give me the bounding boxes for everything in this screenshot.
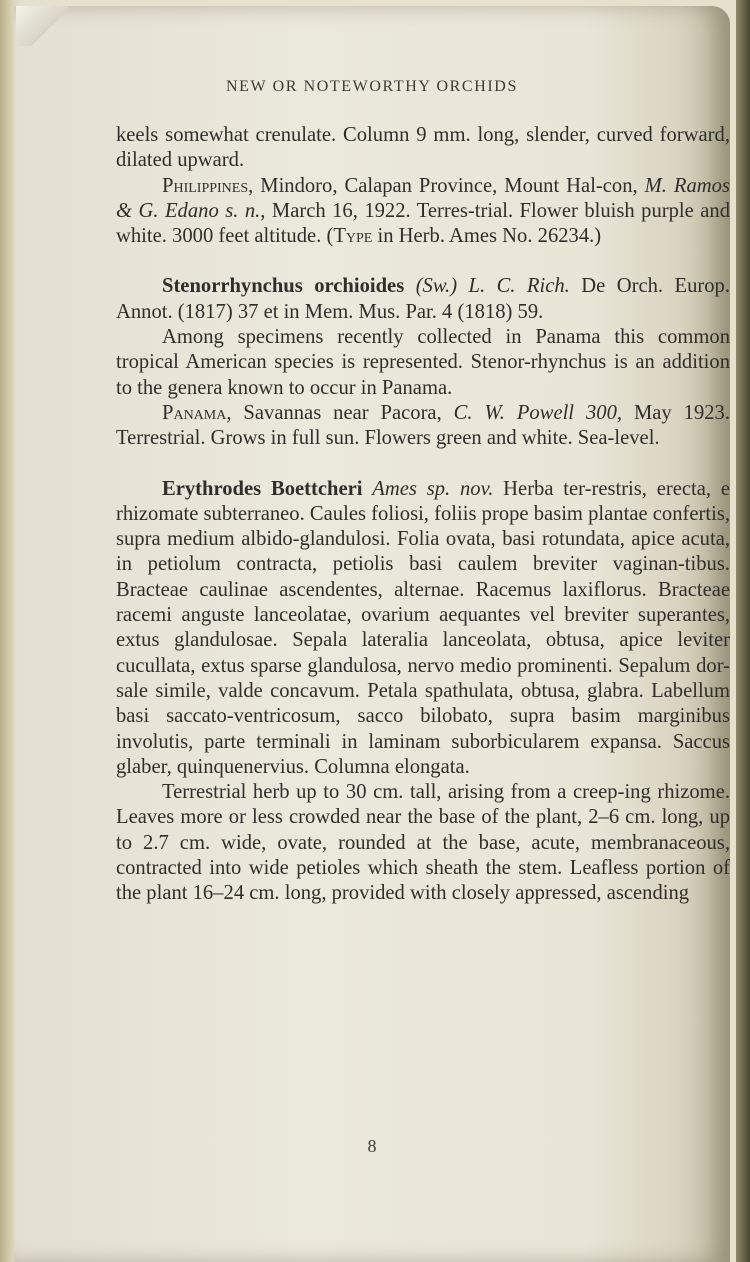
page-number: 8 xyxy=(367,1136,377,1156)
locality: Philippines xyxy=(162,174,249,197)
collector: C. W. Powell 300, xyxy=(453,401,623,424)
paragraph-panama-specimen: Panama, Savannas near Pacora, C. W. Powell 300, May 1923. Terrestrial. Grows in full sun. Flowers green and white. Sea-level. xyxy=(116,401,730,450)
species-name: Erythrodes Boettcheri xyxy=(162,477,363,500)
running-header: NEW OR NOTEWORTHY ORCHIDS xyxy=(226,78,518,95)
species-name: Stenorrhynchus orchioides xyxy=(162,275,405,298)
paragraph-erythrodes-english: Terrestrial herb up to 30 cm. tall, arising from a creep-ing rhizome. Leaves more or less crowded near the base of the plant, 2–6 cm. long, up to 2.7 cm. wide, ovate, rounded at the base, acute, membranaceous, contracted into wide petioles which sheath the stem. Leafless portion of the plant 16–24 cm. long, provided with closely appressed, ascending xyxy=(116,781,730,905)
collector: M. Ramos & G. Edano s. n. xyxy=(116,174,730,222)
locality: Panama xyxy=(162,401,227,424)
type-label: Type xyxy=(333,225,373,248)
species-authority: (Sw.) L. C. Rich. xyxy=(415,275,570,298)
paragraph-column-description: keels somewhat crenulate. Column 9 mm. long, slender, curved forward, dilated upward. xyxy=(116,124,730,172)
book-spine xyxy=(736,0,750,1262)
paragraph-erythrodes-latin xyxy=(116,477,730,781)
paragraph-stenorrhynchus-heading xyxy=(116,274,730,325)
citation: De Orch. Europ. Annot. (1817) 37 et in Mem. Mus. Par. 4 (1818) 59. xyxy=(116,275,730,323)
paragraph-philippines-specimen: Philippines, Mindoro, Calapan Province, Mount Hal-con, M. Ramos & G. Edano s. n., March 16, 1922. Terres-trial. Flower bluish purple and white. 3000 feet altitude. (Type in Herb. Ames No. 26234.) xyxy=(116,174,730,248)
species-authority: Ames sp. nov. xyxy=(372,477,494,500)
paragraph-stenorrhynchus-note: Among specimens recently collected in Panama this common tropical American species is represented. Stenor-rhynchus is an addition to the genera known to occur in Panama. xyxy=(116,326,730,399)
latin-description: Herba ter-restris, erecta, e rhizomate subterraneo. Caules foliosi, foliis prope basim plantae confertis, supra medium albido-glandulosi. Folia ovata, basi rotundata, apice acuta, in petiolum contracta, petiolis basi caulem breviter vaginan-tibus. Bracteae caulinae ascendentes, alternae. Racemus laxiflorus. Bracteae racemi anguste lanceolatae, ovarium aequantes vel breviter superantes, extus glandulosae. Sepala lateralia lanceolata, obtusa, apice leviter cucullata, extus sparse glandulosa, nervo medio prominenti. Sepalum dor-sale simile, valde concavum. Petala spathulata, obtusa, glabra. Labellum basi saccato-ventricosum, sacco bilobato, supra basim marginibus involutis, parte terminali in laminam suborbicularem expansa. Saccus glaber, quinquenervius. Columna elongata. xyxy=(116,477,731,778)
page-body xyxy=(116,123,730,907)
folded-corner xyxy=(16,6,68,46)
book-page xyxy=(14,6,730,1262)
